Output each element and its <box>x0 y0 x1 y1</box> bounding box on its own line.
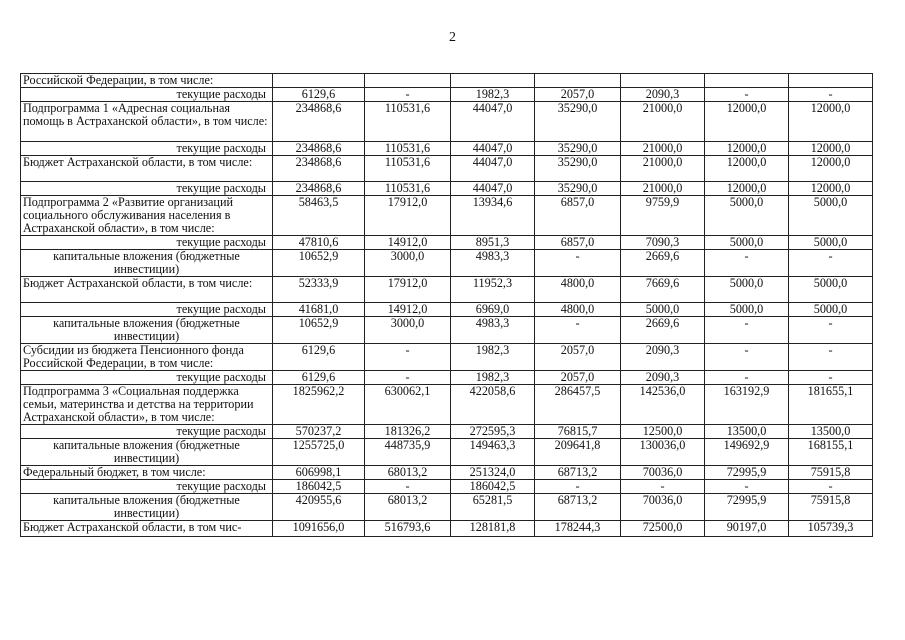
value-cell: 7669,6 <box>621 277 705 303</box>
value-cell: 68013,2 <box>365 494 451 521</box>
value-cell: 4983,3 <box>451 317 535 344</box>
value-cell <box>365 74 451 88</box>
value-cell: 65281,5 <box>451 494 535 521</box>
value-cell: 1091656,0 <box>273 521 365 537</box>
value-cell: 142536,0 <box>621 385 705 425</box>
value-cell: 570237,2 <box>273 425 365 439</box>
row-label: Субсидии из бюджета Пенсионного фонда Российской Федерации, в том числе: <box>21 344 273 371</box>
table-row <box>21 317 873 344</box>
value-cell: - <box>789 250 873 277</box>
row-label: капитальные вложения (бюджетные инвестиции) <box>21 439 273 466</box>
value-cell: 35290,0 <box>535 156 621 182</box>
value-cell: 12000,0 <box>789 156 873 182</box>
value-cell: 21000,0 <box>621 102 705 142</box>
value-cell: 3000,0 <box>365 250 451 277</box>
value-cell: 2057,0 <box>535 371 621 385</box>
value-cell: 5000,0 <box>705 196 789 236</box>
value-cell: 5000,0 <box>789 277 873 303</box>
value-cell: 110531,6 <box>365 156 451 182</box>
value-cell: 105739,3 <box>789 521 873 537</box>
value-cell: 14912,0 <box>365 236 451 250</box>
value-cell: 110531,6 <box>365 182 451 196</box>
value-cell: 12000,0 <box>705 142 789 156</box>
value-cell: 186042,5 <box>273 480 365 494</box>
value-cell: 41681,0 <box>273 303 365 317</box>
value-cell: 7090,3 <box>621 236 705 250</box>
table-row <box>21 236 873 250</box>
value-cell: - <box>705 317 789 344</box>
row-label: Российской Федерации, в том числе: <box>21 74 273 88</box>
value-cell: 3000,0 <box>365 317 451 344</box>
value-cell: 5000,0 <box>789 303 873 317</box>
value-cell: 12000,0 <box>789 142 873 156</box>
row-label: Бюджет Астраханской области, в том чис- <box>21 521 273 537</box>
value-cell: 90197,0 <box>705 521 789 537</box>
value-cell: 448735,9 <box>365 439 451 466</box>
value-cell: - <box>535 317 621 344</box>
value-cell: 10652,9 <box>273 250 365 277</box>
value-cell: 110531,6 <box>365 102 451 142</box>
row-label: Бюджет Астраханской области, в том числе: <box>21 156 273 182</box>
value-cell: - <box>535 480 621 494</box>
page-number: 2 <box>449 30 456 45</box>
value-cell: 47810,6 <box>273 236 365 250</box>
value-cell: 52333,9 <box>273 277 365 303</box>
value-cell: 5000,0 <box>789 196 873 236</box>
value-cell: 13934,6 <box>451 196 535 236</box>
value-cell: - <box>705 88 789 102</box>
value-cell: 234868,6 <box>273 182 365 196</box>
value-cell: 35290,0 <box>535 182 621 196</box>
value-cell: - <box>621 480 705 494</box>
value-cell <box>273 74 365 88</box>
value-cell: 70036,0 <box>621 466 705 480</box>
value-cell: 630062,1 <box>365 385 451 425</box>
value-cell: 163192,9 <box>705 385 789 425</box>
value-cell: 2669,6 <box>621 317 705 344</box>
value-cell: - <box>705 344 789 371</box>
table-row <box>21 142 873 156</box>
value-cell: 5000,0 <box>789 236 873 250</box>
row-label: текущие расходы <box>21 480 273 494</box>
value-cell: 422058,6 <box>451 385 535 425</box>
value-cell: 209641,8 <box>535 439 621 466</box>
value-cell: 9759,9 <box>621 196 705 236</box>
value-cell: - <box>789 88 873 102</box>
value-cell: 70036,0 <box>621 494 705 521</box>
value-cell: 2669,6 <box>621 250 705 277</box>
value-cell: 72995,9 <box>705 494 789 521</box>
value-cell: 6857,0 <box>535 196 621 236</box>
value-cell: 251324,0 <box>451 466 535 480</box>
value-cell: 44047,0 <box>451 182 535 196</box>
value-cell: 234868,6 <box>273 102 365 142</box>
value-cell: 606998,1 <box>273 466 365 480</box>
value-cell: 6969,0 <box>451 303 535 317</box>
row-label: Подпрограмма 2 «Развитие организаций социального обслуживания населения в Астраханской области», в том числе: <box>21 196 273 236</box>
value-cell: 72995,9 <box>705 466 789 480</box>
value-cell: 149692,9 <box>705 439 789 466</box>
table-row <box>21 156 873 182</box>
value-cell: 76815,7 <box>535 425 621 439</box>
value-cell: 2057,0 <box>535 344 621 371</box>
value-cell: 12000,0 <box>789 102 873 142</box>
row-label: текущие расходы <box>21 88 273 102</box>
value-cell: 68713,2 <box>535 466 621 480</box>
value-cell: - <box>365 344 451 371</box>
table-row <box>21 250 873 277</box>
value-cell: 4800,0 <box>535 303 621 317</box>
row-label: текущие расходы <box>21 182 273 196</box>
table-row <box>21 466 873 480</box>
value-cell: 5000,0 <box>705 236 789 250</box>
value-cell: - <box>365 88 451 102</box>
table-row <box>21 182 873 196</box>
value-cell: 17912,0 <box>365 277 451 303</box>
value-cell: - <box>705 250 789 277</box>
table-row <box>21 521 873 537</box>
value-cell: 4983,3 <box>451 250 535 277</box>
value-cell: 1982,3 <box>451 88 535 102</box>
value-cell <box>705 74 789 88</box>
value-cell: 14912,0 <box>365 303 451 317</box>
value-cell: - <box>705 480 789 494</box>
value-cell: 2057,0 <box>535 88 621 102</box>
value-cell: 186042,5 <box>451 480 535 494</box>
table-row <box>21 88 873 102</box>
value-cell: 8951,3 <box>451 236 535 250</box>
value-cell: - <box>365 371 451 385</box>
value-cell <box>535 74 621 88</box>
budget-table <box>20 73 873 537</box>
value-cell: 6857,0 <box>535 236 621 250</box>
value-cell: - <box>789 480 873 494</box>
value-cell: 72500,0 <box>621 521 705 537</box>
table-row <box>21 196 873 236</box>
value-cell: 1982,3 <box>451 371 535 385</box>
value-cell: 10652,9 <box>273 317 365 344</box>
table-row <box>21 480 873 494</box>
table-row <box>21 277 873 303</box>
value-cell: 44047,0 <box>451 102 535 142</box>
row-label: текущие расходы <box>21 236 273 250</box>
value-cell: 12500,0 <box>621 425 705 439</box>
value-cell: 68713,2 <box>535 494 621 521</box>
value-cell: 516793,6 <box>365 521 451 537</box>
value-cell <box>621 74 705 88</box>
row-label: текущие расходы <box>21 425 273 439</box>
table-row <box>21 74 873 88</box>
value-cell: 178244,3 <box>535 521 621 537</box>
value-cell: 2090,3 <box>621 344 705 371</box>
value-cell: 1982,3 <box>451 344 535 371</box>
row-label: капитальные вложения (бюджетные инвестиции) <box>21 317 273 344</box>
value-cell: 128181,8 <box>451 521 535 537</box>
value-cell: 11952,3 <box>451 277 535 303</box>
value-cell: 21000,0 <box>621 142 705 156</box>
table-row <box>21 303 873 317</box>
value-cell: - <box>789 317 873 344</box>
value-cell: 272595,3 <box>451 425 535 439</box>
value-cell: 68013,2 <box>365 466 451 480</box>
row-label: текущие расходы <box>21 303 273 317</box>
value-cell: 234868,6 <box>273 156 365 182</box>
table-row <box>21 102 873 142</box>
row-label: капитальные вложения (бюджетные инвестиции) <box>21 250 273 277</box>
value-cell: 6129,6 <box>273 344 365 371</box>
table-row <box>21 371 873 385</box>
value-cell: - <box>705 371 789 385</box>
value-cell: 4800,0 <box>535 277 621 303</box>
value-cell: 44047,0 <box>451 142 535 156</box>
value-cell: 6129,6 <box>273 371 365 385</box>
value-cell: 35290,0 <box>535 142 621 156</box>
value-cell <box>451 74 535 88</box>
value-cell: 234868,6 <box>273 142 365 156</box>
value-cell: 44047,0 <box>451 156 535 182</box>
value-cell: 5000,0 <box>705 303 789 317</box>
table-row <box>21 439 873 466</box>
value-cell: - <box>535 250 621 277</box>
row-label: текущие расходы <box>21 142 273 156</box>
value-cell: 181326,2 <box>365 425 451 439</box>
row-label: Федеральный бюджет, в том числе: <box>21 466 273 480</box>
value-cell: 35290,0 <box>535 102 621 142</box>
value-cell: 21000,0 <box>621 156 705 182</box>
value-cell: 13500,0 <box>705 425 789 439</box>
value-cell: 149463,3 <box>451 439 535 466</box>
value-cell: 2090,3 <box>621 371 705 385</box>
value-cell: 181655,1 <box>789 385 873 425</box>
value-cell: 6129,6 <box>273 88 365 102</box>
value-cell: - <box>365 480 451 494</box>
table-row <box>21 344 873 371</box>
value-cell: 1255725,0 <box>273 439 365 466</box>
value-cell: 5000,0 <box>621 303 705 317</box>
row-label: Подпрограмма 1 «Адресная социальная помощь в Астраханской области», в том числе: <box>21 102 273 142</box>
row-label: капитальные вложения (бюджетные инвестиции) <box>21 494 273 521</box>
value-cell: 12000,0 <box>789 182 873 196</box>
value-cell: 17912,0 <box>365 196 451 236</box>
value-cell: 21000,0 <box>621 182 705 196</box>
table-row <box>21 425 873 439</box>
value-cell <box>789 74 873 88</box>
value-cell: 58463,5 <box>273 196 365 236</box>
value-cell: 5000,0 <box>705 277 789 303</box>
value-cell: 12000,0 <box>705 182 789 196</box>
value-cell: 1825962,2 <box>273 385 365 425</box>
value-cell: - <box>789 371 873 385</box>
row-label: Подпрограмма 3 «Социальная поддержка семьи, материнства и детства на территории Астраханской области», в том числе: <box>21 385 273 425</box>
value-cell: 75915,8 <box>789 466 873 480</box>
row-label: Бюджет Астраханской области, в том числе: <box>21 277 273 303</box>
value-cell: 12000,0 <box>705 102 789 142</box>
value-cell: 12000,0 <box>705 156 789 182</box>
table-row <box>21 385 873 425</box>
value-cell: 420955,6 <box>273 494 365 521</box>
value-cell: - <box>789 344 873 371</box>
value-cell: 2090,3 <box>621 88 705 102</box>
value-cell: 13500,0 <box>789 425 873 439</box>
value-cell: 168155,1 <box>789 439 873 466</box>
table-row <box>21 494 873 521</box>
value-cell: 130036,0 <box>621 439 705 466</box>
value-cell: 75915,8 <box>789 494 873 521</box>
value-cell: 286457,5 <box>535 385 621 425</box>
value-cell: 110531,6 <box>365 142 451 156</box>
row-label: текущие расходы <box>21 371 273 385</box>
